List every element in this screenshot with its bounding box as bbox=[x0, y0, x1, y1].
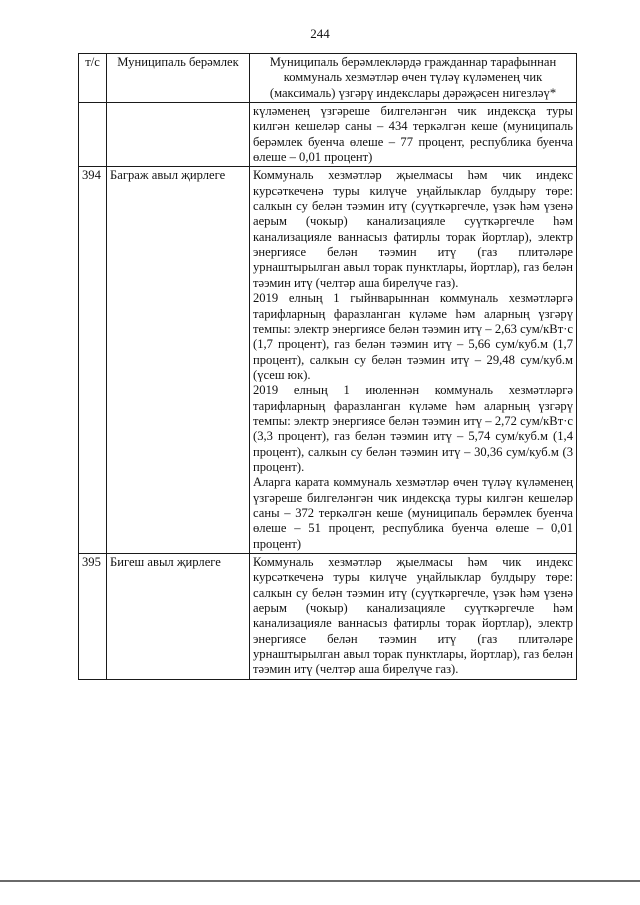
table-row-continuation bbox=[79, 103, 577, 167]
row-justification bbox=[250, 103, 577, 167]
row-municipality bbox=[107, 103, 250, 167]
row-municipality: Бигеш авыл җирлеге bbox=[107, 554, 250, 680]
row-justification bbox=[250, 167, 577, 554]
scan-bottom-edge bbox=[0, 880, 640, 882]
header-number: т/с bbox=[79, 54, 107, 103]
table-row bbox=[79, 167, 577, 554]
municipal-tariff-table bbox=[78, 53, 577, 680]
justification-paragraph: күләменең үзгәреше билгеләнгән чик индексқа туры килгән кешеләр саны – 434 теркәлгән кеше (муниципаль берәмлек буенча өлеше – 77 процент, республика буенча өлеше – 0,01 процент) bbox=[253, 104, 573, 165]
header-justification: Муниципаль берәмлекләрдә гражданнар тарафыннан коммуналь хезмәтләр өчен түләү күләменең чик (максималь) үзгәрү индекслары дәрәҗәсен нигезләү* bbox=[250, 54, 577, 103]
justification-paragraph: Аларга карата коммуналь хезмәтләр өчен түләү күләменең үзгәреше билгеләнгән чик индексқа туры килгән кешеләр саны – 372 теркәлгән кеше (муниципаль берәмлек буенча өлеше – 51 процент, республика буенча өлеше – 0,01 процент) bbox=[253, 475, 573, 551]
page-number: 244 bbox=[310, 26, 330, 41]
justification-paragraph: Коммуналь хезмәтләр җыелмасы һәм чик индекс курсәткеченә туры килүче уңайлыклар булдыру төре: салкын су белән тәэмин итү (суүткәргечле, үзәк һәм үзенә аерым (чокыр) канализацияле суүткәргечле һәм канализацияле ваннасыз фатирлы торак йортлар), электр энергиясе белән тәэмин итү (газ плитәләре урнаштырылган авыл торак пунктлары, йортлар), газ белән тәэмин итү (челтәр аша бирелүче газ). bbox=[253, 555, 573, 677]
justification-paragraph: 2019 елның 1 гыйнварыннан коммуналь хезмәтләргә тарифларның фаразланган күләме һәм аларның үзгәрү темпы: электр энергиясе белән тәэмин итү – 2,63 сум/кВт·с (1,7 процент), газ белән тәэмин итү – 5,66 сум/куб.м (1,7 процент), салкын су белән тәэмин итү – 29,48 сум/куб.м (үсеш юк). bbox=[253, 291, 573, 382]
table-header-row bbox=[79, 54, 577, 103]
table-row bbox=[79, 554, 577, 680]
header-municipality: Муниципаль берәмлек bbox=[107, 54, 250, 103]
justification-paragraph: 2019 елның 1 июленнән коммуналь хезмәтләргә тарифларның фаразланган күләме һәм аларның үзгәрү темпы: электр энергиясе белән тәэмин итү – 2,72 сум/кВт·с (3,3 процент), газ белән тәэмин итү – 5,74 сум/куб.м (1,4 процент), салкын су белән тәэмин итү – 30,36 сум/куб.м (3 процент). bbox=[253, 383, 573, 474]
row-number: 394 bbox=[79, 167, 107, 554]
row-municipality: Баграж авыл җирлеге bbox=[107, 167, 250, 554]
row-number: 395 bbox=[79, 554, 107, 680]
justification-paragraph: Коммуналь хезмәтләр җыелмасы һәм чик индекс курсәткеченә туры килүче уңайлыклар булдыру төре: салкын су белән тәэмин итү (суүткәргечле, үзәк һәм үзенә аерым (чокыр) канализацияле суүткәргечле һәм канализацияле ваннасыз фатирлы торак йортлар), электр энергиясе белән тәэмин итү (газ плитәләре урнаштырылган авыл торак пунктлары, йортлар), газ белән тәэмин итү (челтәр аша бирелүче газ). bbox=[253, 168, 573, 290]
row-justification bbox=[250, 554, 577, 680]
row-number bbox=[79, 103, 107, 167]
